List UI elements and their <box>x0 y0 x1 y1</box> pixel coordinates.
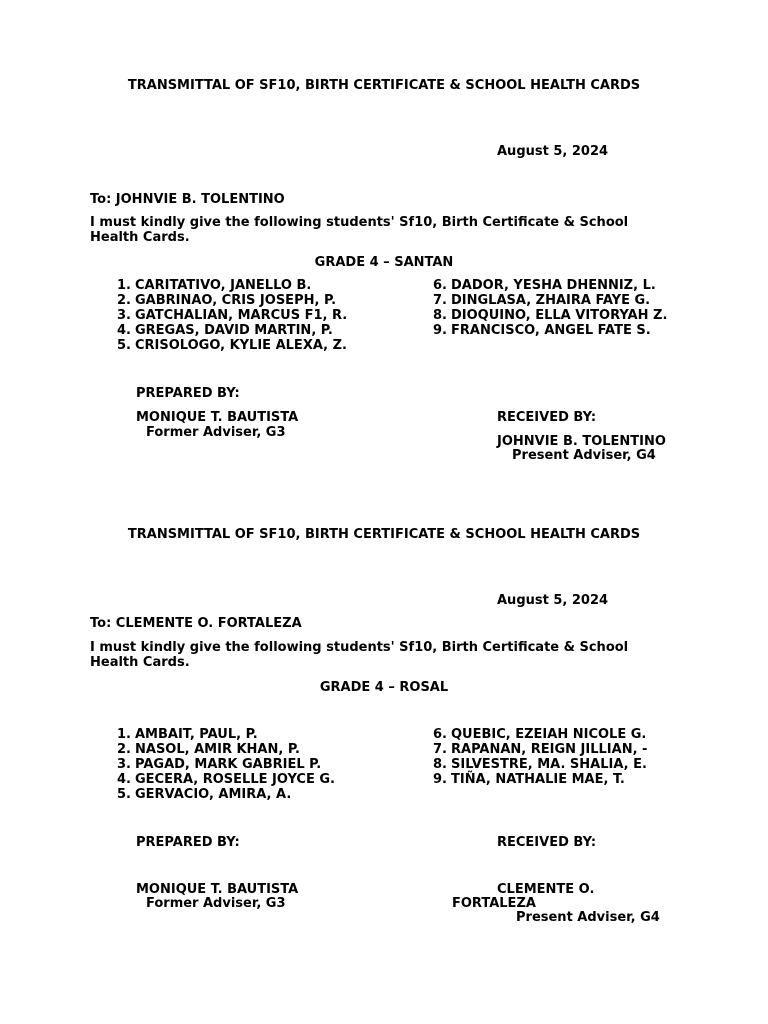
list-item: 4. GECERA, ROSELLE JOYCE G. <box>117 772 335 787</box>
received-by-role: Present Adviser, G4 <box>516 910 660 925</box>
intro-paragraph: I must kindly give the following students' Sf10, Birth Certificate & School Health Cards. <box>90 640 629 670</box>
received-by-name: JOHNVIE B. TOLENTINO <box>497 434 666 449</box>
prepared-by-name: MONIQUE T. BAUTISTA <box>136 882 299 897</box>
list-item: 3. PAGAD, MARK GABRIEL P. <box>117 757 322 772</box>
list-item: 6. DADOR, YESHA DHENNIZ, L. <box>433 278 656 293</box>
letter-date: August 5, 2024 <box>497 593 609 608</box>
list-item: 8. DIOQUINO, ELLA VITORYAH Z. <box>433 308 668 323</box>
list-item: 6. QUEBIC, EZEIAH NICOLE G. <box>433 727 647 742</box>
recipient-line: To: JOHNVIE B. TOLENTINO <box>90 192 285 207</box>
list-item: 7. RAPANAN, REIGN JILLIAN, - <box>433 742 648 757</box>
received-by-label: RECEIVED BY: <box>497 835 597 850</box>
intro-paragraph: I must kindly give the following students' Sf10, Birth Certificate & School Health Cards. <box>90 215 629 245</box>
grade-section-heading: GRADE 4 – SANTAN <box>314 255 454 270</box>
prepared-by-role: Former Adviser, G3 <box>146 425 286 440</box>
list-item: 5. GERVACIO, AMIRA, A. <box>117 787 292 802</box>
list-item: 9. FRANCISCO, ANGEL FATE S. <box>433 323 651 338</box>
prepared-by-name: MONIQUE T. BAUTISTA <box>136 410 299 425</box>
student-list-right <box>429 278 679 338</box>
received-by-name-line2: FORTALEZA <box>452 896 536 911</box>
list-item: 9. TIÑA, NATHALIE MAE, T. <box>433 772 625 787</box>
student-list-left <box>113 278 413 353</box>
grade-section-heading: GRADE 4 – ROSAL <box>319 680 449 695</box>
prepared-by-label: PREPARED BY: <box>136 835 240 850</box>
list-item: 8. SILVESTRE, MA. SHALIA, E. <box>433 757 647 772</box>
transmittal-title: TRANSMITTAL OF SF10, BIRTH CERTIFICATE & SCHOOL HEALTH CARDS <box>127 527 641 542</box>
received-by-label: RECEIVED BY: <box>497 410 597 425</box>
prepared-by-role: Former Adviser, G3 <box>146 896 286 911</box>
list-item: 2. NASOL, AMIR KHAN, P. <box>117 742 300 757</box>
received-by-name-line1: CLEMENTE O. <box>497 882 595 897</box>
prepared-by-label: PREPARED BY: <box>136 386 240 401</box>
received-by-role: Present Adviser, G4 <box>512 448 656 463</box>
list-item: 4. GREGAS, DAVID MARTIN, P. <box>117 323 333 338</box>
student-list-left <box>113 727 413 802</box>
list-item: 1. AMBAIT, PAUL, P. <box>117 727 258 742</box>
recipient-line: To: CLEMENTE O. FORTALEZA <box>90 616 302 631</box>
transmittal-title: TRANSMITTAL OF SF10, BIRTH CERTIFICATE & SCHOOL HEALTH CARDS <box>127 78 641 93</box>
list-item: 7. DINGLASA, ZHAIRA FAYE G. <box>433 293 651 308</box>
list-item: 5. CRISOLOGO, KYLIE ALEXA, Z. <box>117 338 347 353</box>
letter-date: August 5, 2024 <box>497 144 609 159</box>
list-item: 2. GABRINAO, CRIS JOSEPH, P. <box>117 293 337 308</box>
list-item: 3. GATCHALIAN, MARCUS F1, R. <box>117 308 348 323</box>
list-item: 1. CARITATIVO, JANELLO B. <box>117 278 312 293</box>
student-list-right <box>429 727 679 787</box>
